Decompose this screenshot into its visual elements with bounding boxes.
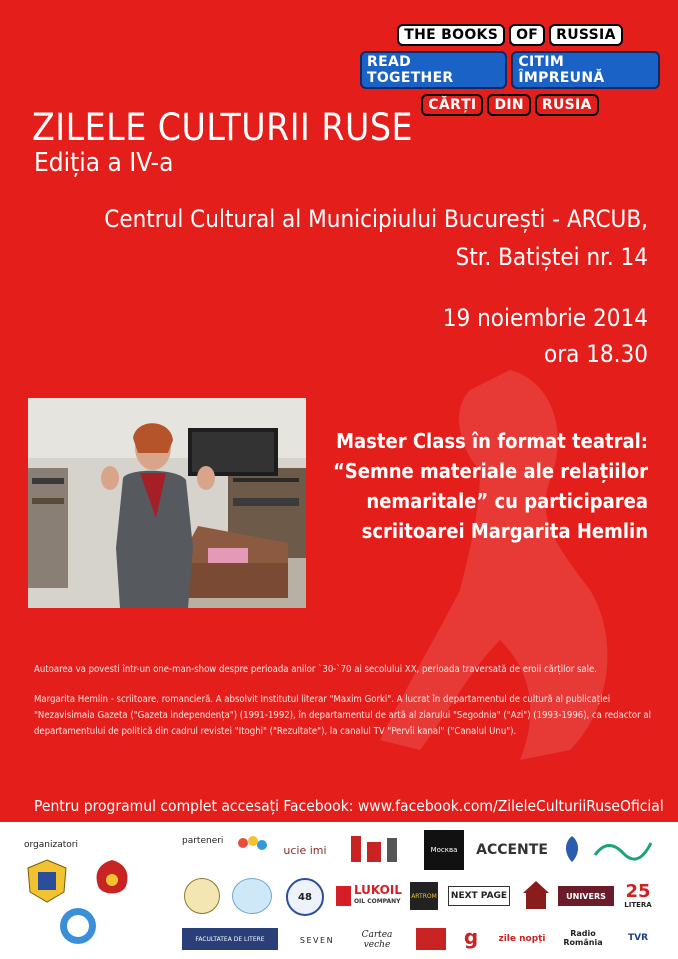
partner-logo-wave [592,834,654,864]
badge-read-together: READ TOGETHER [360,51,507,89]
partner-logo-seven: SEVEN [299,935,335,945]
partner-logo-note [558,834,586,864]
writer-photo [28,398,306,608]
litera-wordmark: LITERA [624,901,652,909]
partner-logo-litera: 25 LITERA [624,881,652,909]
description-paragraph-1: Autoarea va povesti într-un one-man-show despre perioada anilor `30-`70 ai secolului XX, perioada traversată de eroii cărților sale. [34,664,598,675]
partner-logo-moscova: Москва [424,830,464,870]
facebook-link[interactable]: Pentru programul complet accesați Facebook: www.facebook.com/ZileleCulturiiRuseOficial [34,797,664,815]
lukoil-wordmark: LUKOIL [353,883,402,897]
organizer-crest-logo [24,858,70,904]
partner-logo-circle [232,878,272,914]
partner-logo-radio: Radio România [563,929,603,947]
event-date: 19 noiembrie 2014 [442,304,648,332]
partner-logo-univers: UNIVERS [558,886,614,906]
partner-logo-pa [344,832,406,866]
partner-logo-ucie: ucie imi [283,843,327,857]
event-datetime [443,300,648,372]
badge-citim-impreuna: CITIM ÎMPREUNĂ [511,51,660,89]
master-class-description [318,426,648,546]
badge-din: DIN [487,94,530,116]
event-edition: Ediția a IV-a [34,148,174,178]
globe-foundation-logo [58,906,98,946]
venue-name: Centrul Cultural al Municipiului București - ARCUB, [104,205,648,233]
lukoil-subtitle: OIL COMPANY [353,898,401,905]
partner-logo-cartea: Cartea veche [361,930,393,950]
partner-logo-facultate: FACULTATEA DE LITERE [182,928,278,950]
venue-address: Str. Batiștei nr. 14 [455,243,648,271]
partner-logo-artrom: ARTROM [410,882,438,910]
partner-logo-g: g [463,925,479,949]
partner-logo-red-square [416,928,446,950]
master-class-line-3: nemaritale” cu participarea [366,489,648,513]
partner-logo-1 [232,830,272,866]
master-class-line-4: scriitoarei Margarita Hemlin [361,519,648,543]
partner-logo-48: 48 [286,878,324,916]
badge-row-2 [360,51,660,89]
badge-the-books: THE BOOKS [397,24,505,46]
partner-logo-zile: zile nopți [498,934,546,944]
russian-eagle-logo [92,856,132,902]
badge-row-1 [360,24,660,46]
partner-logo-seal [184,878,220,914]
partners-label: parteneri [182,836,224,846]
partner-logo-lukoil [336,882,402,910]
master-class-line-2: “Semne materiale ale relațiilor [332,459,648,483]
venue [28,200,648,276]
badge-carti: CĂRȚI [421,94,483,116]
description-paragraph-2: Margarita Hemlin - scriitoare, romancieră. A absolvit Institutul literar "Maxim Gorki". A lucrat în departamentul de cultură al publicației "Nezavisimaia Gazeta ("Gazeta independența") (1991-1992), în departamentul de artă al ziarului "Segodnia" ("Azi") (1993-1996), ca redactor al departamentului de politică din cadrul revistei "Itoghi" ("Rezultate"), la canalul TV "Pervîi kanal" ("Canalul Unu"). [34,694,651,737]
partner-logo-nextpage: NEXT PAGE [448,886,510,906]
badge-russia: RUSSIA [549,24,623,46]
partner-logo-accente: ACCENTE [476,842,548,858]
partner-logo-tvr: TVR [627,933,649,943]
badge-of: OF [509,24,545,46]
master-class-line-1: Master Class în format teatral: [336,429,648,453]
badge-rusia: RUSIA [535,94,599,116]
event-title: ZILELE CULTURII RUSE [32,106,414,149]
event-time: ora 18.30 [544,340,648,368]
partner-logo-house [520,878,552,912]
organizers-label: organizatori [24,840,78,850]
sponsors-strip [0,822,678,959]
